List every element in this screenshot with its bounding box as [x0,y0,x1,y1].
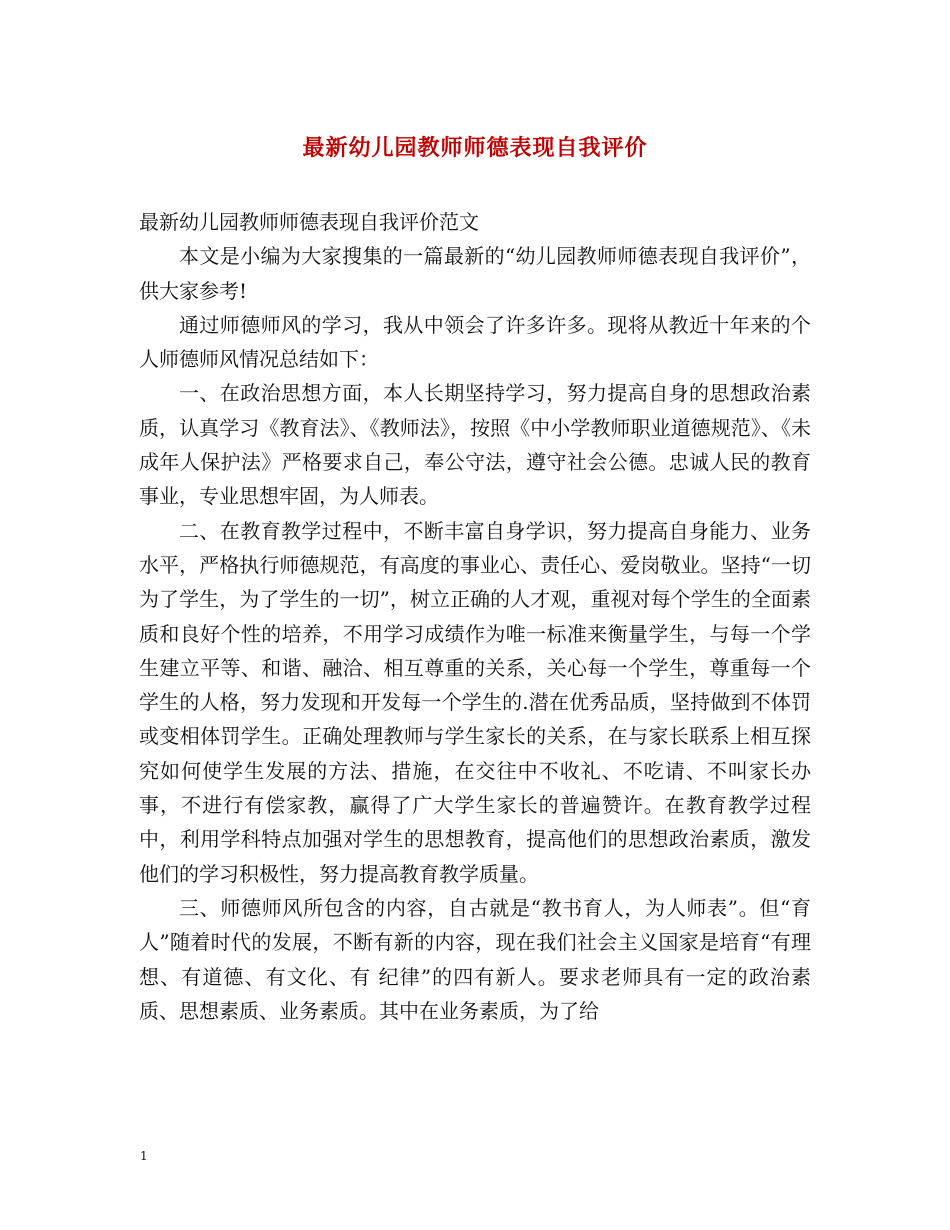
document-body [139,205,811,1028]
paragraph-intro: 本文是小编为大家搜集的一篇最新的“幼儿园教师师德表现自我评价”，供大家参考! [139,244,811,303]
paragraph-section-two: 二、在教育教学过程中，不断丰富自身学识，努力提高自身能力、业务水平，严格执行师德规范，有高度的事业心、责任心、爱岗敬业。坚持“一切为了学生，为了学生的一切”，树立正确的人才观，重视对每个学生的全面素质和良好个性的培养，不用学习成绩作为唯一标准来衡量学生，与每一个学生建立平等、和谐、融洽、相互尊重的关系，关心每一个学生，尊重每一个学生的人格，努力发现和开发每一个学生的.潜在优秀品质，坚持做到不体罚或变相体罚学生。正确处理教师与学生家长的关系，在与家长联系上相互探究如何使学生发展的方法、措施，在交往中不收礼、不吃请、不叫家长办事，不进行有偿家教，赢得了广大学生家长的普遍赞许。在教育教学过程中，利用学科特点加强对学生的思想教育，提高他们的思想政治素质，激发他们的学习积极性，努力提高教育教学质量。 [139,518,811,886]
paragraph-section-three: 三、师德师风所包含的内容，自古就是“教书育人，为人师表”。但“育人”随着时代的发展，不断有新的内容，现在我们社会主义国家是培育“有理想、有道德、有文化、有 纪律”的四有新人。要求老师具有一定的政治素质、思想素质、业务素质。其中在业务素质，为了给 [139,895,811,1023]
paragraph-section-one: 一、在政治思想方面，本人长期坚持学习，努力提高自身的思想政治素质，认真学习《教育法》、《教师法》，按照《中小学教师职业道德规范》、《未成年人保护法》严格要求自己，奉公守法，遵守社会公德。忠诚人民的教育事业，专业思想牢固，为人师表。 [139,381,811,509]
document-subtitle: 最新幼儿园教师师德表现自我评价范文 [139,210,479,234]
page-number: 1 [140,1149,148,1163]
document-title: 最新幼儿园教师师德表现自我评价 [302,135,648,161]
paragraph-summary: 通过师德师风的学习，我从中领会了许多许多。现将从教近十年来的个人师德师风情况总结如下： [139,312,811,372]
